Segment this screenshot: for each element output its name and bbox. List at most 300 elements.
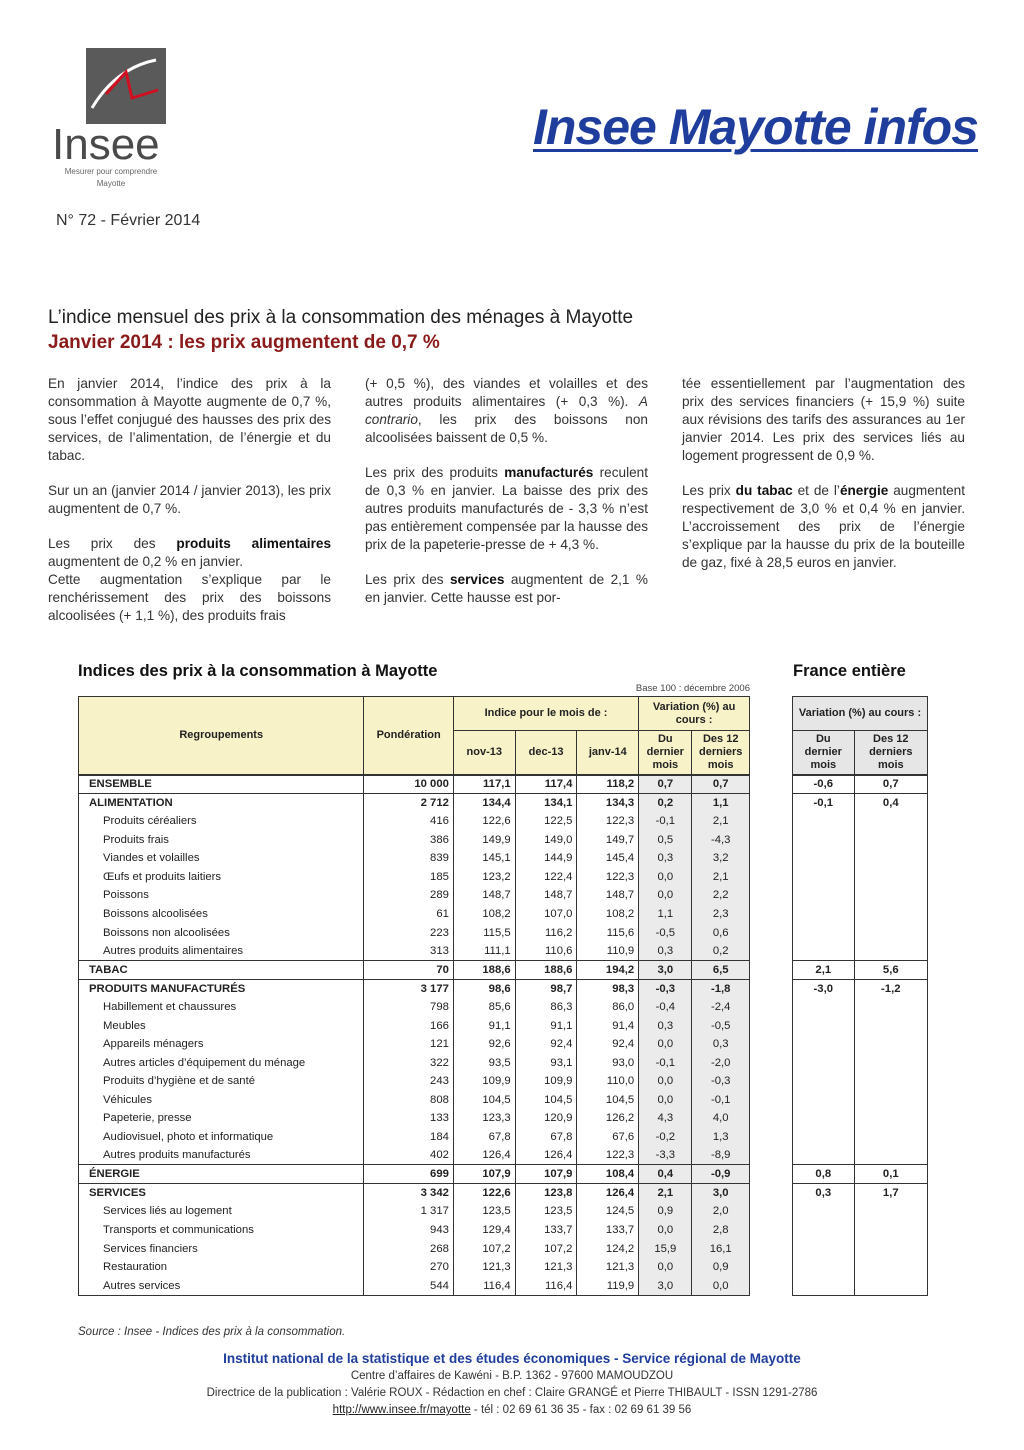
source-note: Source : Insee - Indices des prix à la consommation. bbox=[78, 1326, 346, 1338]
variation-year-cell: -0,1 bbox=[692, 1091, 750, 1110]
variation-year-cell: 2,0 bbox=[692, 1202, 750, 1221]
fr-table-row bbox=[793, 849, 928, 868]
variation-month-cell: -0,4 bbox=[639, 998, 692, 1017]
fr-variation-year-cell bbox=[854, 1053, 927, 1072]
fr-variation-year-cell: -1,2 bbox=[854, 979, 927, 998]
row-label: Œufs et produits laitiers bbox=[79, 867, 364, 886]
header-indice: Indice pour le mois de : bbox=[453, 697, 638, 731]
variation-year-cell: 6,5 bbox=[692, 960, 750, 979]
variation-month-cell: 0,0 bbox=[639, 1072, 692, 1091]
variation-year-cell: 0,2 bbox=[692, 942, 750, 961]
variation-month-cell: -3,3 bbox=[639, 1146, 692, 1165]
fr-variation-month-cell bbox=[793, 1016, 855, 1035]
fr-variation-year-cell bbox=[854, 1091, 927, 1110]
table-row bbox=[79, 867, 750, 886]
table-row bbox=[79, 1053, 750, 1072]
text: Les prix des produits bbox=[365, 465, 505, 480]
column-1 bbox=[48, 375, 331, 635]
table-row bbox=[79, 1072, 750, 1091]
paragraph bbox=[365, 464, 648, 554]
variation-month-cell: 0,2 bbox=[639, 793, 692, 812]
index-dec-cell: 121,3 bbox=[515, 1258, 577, 1277]
fr-variation-month-cell bbox=[793, 1277, 855, 1296]
index-nov-cell: 123,2 bbox=[453, 867, 515, 886]
index-nov-cell: 116,4 bbox=[453, 1277, 515, 1296]
text: , les prix des boissons non alcoolisées baissent de 0,5 %. bbox=[365, 412, 648, 445]
index-nov-cell: 145,1 bbox=[453, 849, 515, 868]
weight-cell: 808 bbox=[364, 1091, 453, 1110]
weight-cell: 270 bbox=[364, 1258, 453, 1277]
logo-wordmark: Insee bbox=[52, 120, 160, 169]
emphasis: services bbox=[449, 572, 505, 587]
fr-variation-year-cell bbox=[854, 942, 927, 961]
mayotte-price-table bbox=[78, 696, 750, 1296]
weight-cell: 133 bbox=[364, 1109, 453, 1128]
table-title: Indices des prix à la consommation à Mayotte bbox=[78, 662, 438, 680]
variation-year-cell: 0,7 bbox=[692, 775, 750, 794]
publication-title: Insee Mayotte infos bbox=[533, 99, 978, 155]
index-janv-cell: 133,7 bbox=[577, 1221, 639, 1240]
fr-variation-year-cell bbox=[854, 1202, 927, 1221]
paragraph: tée essentiellement par l’augmentation des prix des services financiers (+ 15,9 %) suite aux révisions des tarifs des assurances au 1er janvier 2014. Les prix des services liés au logement progressent de 0,9 %. bbox=[682, 376, 965, 463]
fr-table-row bbox=[793, 1091, 928, 1110]
table-row bbox=[79, 849, 750, 868]
fr-variation-month-cell bbox=[793, 886, 855, 905]
fr-variation-month-cell bbox=[793, 1053, 855, 1072]
fr-table-row bbox=[793, 775, 928, 794]
website-link[interactable]: http://www.insee.fr/mayotte bbox=[332, 1404, 471, 1416]
fr-variation-year-cell bbox=[854, 849, 927, 868]
fr-table-row bbox=[793, 1053, 928, 1072]
logo-tagline: Mesurer pour comprendre bbox=[64, 167, 158, 176]
text: Les prix des bbox=[48, 536, 177, 551]
index-dec-cell: 109,9 bbox=[515, 1072, 577, 1091]
index-dec-cell: 134,1 bbox=[515, 793, 577, 812]
index-janv-cell: 149,7 bbox=[577, 830, 639, 849]
row-label: Autres articles d’équipement du ménage bbox=[79, 1053, 364, 1072]
variation-month-cell: 0,5 bbox=[639, 830, 692, 849]
index-dec-cell: 123,8 bbox=[515, 1184, 577, 1203]
emphasis: produits alimentaires bbox=[176, 536, 331, 551]
paragraph: Cette augmentation s’explique par le renchérissement des prix des boissons alcoolisées (+ 1,1 %), des produits frais bbox=[48, 572, 331, 623]
fr-table-row bbox=[793, 1239, 928, 1258]
index-nov-cell: 123,3 bbox=[453, 1109, 515, 1128]
variation-month-cell: 0,7 bbox=[639, 775, 692, 794]
issue-number: N° 72 - Février 2014 bbox=[56, 212, 201, 229]
table-row bbox=[79, 979, 750, 998]
variation-year-cell: -2,0 bbox=[692, 1053, 750, 1072]
table-row bbox=[79, 1221, 750, 1240]
variation-month-cell: 3,0 bbox=[639, 960, 692, 979]
weight-cell: 416 bbox=[364, 812, 453, 831]
footer-contact bbox=[0, 1402, 1024, 1419]
fr-variation-year-cell bbox=[854, 1277, 927, 1296]
row-label: Meubles bbox=[79, 1016, 364, 1035]
emphasis: du tabac bbox=[735, 483, 793, 498]
fr-variation-month-cell: 0,3 bbox=[793, 1184, 855, 1203]
index-dec-cell: 98,7 bbox=[515, 979, 577, 998]
row-label: Autres produits manufacturés bbox=[79, 1146, 364, 1165]
variation-year-cell: -4,3 bbox=[692, 830, 750, 849]
index-dec-cell: 110,6 bbox=[515, 942, 577, 961]
index-janv-cell: 110,0 bbox=[577, 1072, 639, 1091]
variation-year-cell: 2,1 bbox=[692, 812, 750, 831]
index-dec-cell: 107,9 bbox=[515, 1165, 577, 1184]
weight-cell: 61 bbox=[364, 905, 453, 924]
fr-variation-month-cell bbox=[793, 1091, 855, 1110]
variation-month-cell: 0,4 bbox=[639, 1165, 692, 1184]
variation-year-cell: 0,6 bbox=[692, 923, 750, 942]
index-dec-cell: 92,4 bbox=[515, 1035, 577, 1054]
logo-region: Mayotte bbox=[96, 179, 126, 188]
fr-variation-month-cell bbox=[793, 849, 855, 868]
variation-month-cell: -0,2 bbox=[639, 1128, 692, 1147]
weight-cell: 223 bbox=[364, 923, 453, 942]
table-row bbox=[79, 812, 750, 831]
variation-month-cell: 3,0 bbox=[639, 1277, 692, 1296]
row-label: Audiovisuel, photo et informatique bbox=[79, 1128, 364, 1147]
index-janv-cell: 126,4 bbox=[577, 1184, 639, 1203]
index-dec-cell: 188,6 bbox=[515, 960, 577, 979]
footer-address: Centre d’affaires de Kawéni - B.P. 1362 - 97600 MAMOUDZOU bbox=[350, 1370, 674, 1382]
footer-institution: Institut national de la statistique et des études économiques - Service régional de Mayotte bbox=[223, 1351, 801, 1366]
variation-month-cell: 0,0 bbox=[639, 886, 692, 905]
variation-month-cell: 2,1 bbox=[639, 1184, 692, 1203]
fr-variation-year-cell bbox=[854, 1128, 927, 1147]
index-nov-cell: 92,6 bbox=[453, 1035, 515, 1054]
text: reculent de 0,3 % en janvier. La baisse des prix des autres produits manufacturés de - 3,3 % n’est pas entièrement compensée par la hausse des prix de la papeterie-presse de + 4,3 %. bbox=[365, 465, 648, 552]
index-nov-cell: 93,5 bbox=[453, 1053, 515, 1072]
weight-cell: 798 bbox=[364, 998, 453, 1017]
footer-credits: Directrice de la publication : Valérie ROUX - Rédaction en chef : Claire GRANGÉ et Pierre THIBAULT - ISSN 1291-2786 bbox=[206, 1387, 818, 1399]
fr-table-row bbox=[793, 1072, 928, 1091]
table-row bbox=[79, 1165, 750, 1184]
fr-variation-month-cell: 2,1 bbox=[793, 960, 855, 979]
header-variation: Variation (%) au cours : bbox=[639, 697, 750, 731]
index-janv-cell: 122,3 bbox=[577, 1146, 639, 1165]
index-dec-cell: 107,2 bbox=[515, 1239, 577, 1258]
variation-month-cell: 0,0 bbox=[639, 1258, 692, 1277]
index-janv-cell: 110,9 bbox=[577, 942, 639, 961]
index-janv-cell: 67,6 bbox=[577, 1128, 639, 1147]
fr-variation-month-cell bbox=[793, 1202, 855, 1221]
index-nov-cell: 117,1 bbox=[453, 775, 515, 794]
fr-variation-year-cell: 0,7 bbox=[854, 775, 927, 794]
index-nov-cell: 107,9 bbox=[453, 1165, 515, 1184]
fr-variation-month-cell: -3,0 bbox=[793, 979, 855, 998]
weight-cell: 10 000 bbox=[364, 775, 453, 794]
fr-variation-year-cell bbox=[854, 923, 927, 942]
variation-year-cell: 2,1 bbox=[692, 867, 750, 886]
fr-variation-month-cell bbox=[793, 1072, 855, 1091]
index-nov-cell: 111,1 bbox=[453, 942, 515, 961]
fr-table-row bbox=[793, 960, 928, 979]
fr-variation-year-cell bbox=[854, 905, 927, 924]
text: Les prix des bbox=[365, 572, 450, 587]
index-janv-cell: 108,4 bbox=[577, 1165, 639, 1184]
fr-variation-month-cell bbox=[793, 830, 855, 849]
weight-cell: 185 bbox=[364, 867, 453, 886]
table-row bbox=[79, 998, 750, 1017]
row-label: Produits frais bbox=[79, 830, 364, 849]
paragraph bbox=[682, 482, 965, 572]
insee-logo bbox=[52, 48, 172, 198]
variation-year-cell: 3,0 bbox=[692, 1184, 750, 1203]
variation-year-cell: 2,8 bbox=[692, 1221, 750, 1240]
index-janv-cell: 115,6 bbox=[577, 923, 639, 942]
header-janv: janv-14 bbox=[577, 731, 639, 775]
article-kicker: L’indice mensuel des prix à la consommation des ménages à Mayotte bbox=[48, 307, 634, 328]
index-nov-cell: 115,5 bbox=[453, 923, 515, 942]
weight-cell: 121 bbox=[364, 1035, 453, 1054]
emphasis: A contrario bbox=[365, 394, 648, 427]
index-nov-cell: 188,6 bbox=[453, 960, 515, 979]
emphasis: manufacturés bbox=[504, 465, 594, 480]
paragraph bbox=[48, 535, 331, 571]
fr-variation-year-cell bbox=[854, 812, 927, 831]
fr-variation-month-cell bbox=[793, 1221, 855, 1240]
index-dec-cell: 117,4 bbox=[515, 775, 577, 794]
table-row bbox=[79, 960, 750, 979]
fr-table-row bbox=[793, 1258, 928, 1277]
row-label: ÉNERGIE bbox=[79, 1165, 364, 1184]
index-nov-cell: 107,2 bbox=[453, 1239, 515, 1258]
fr-variation-month-cell bbox=[793, 1128, 855, 1147]
index-dec-cell: 93,1 bbox=[515, 1053, 577, 1072]
table-row bbox=[79, 1184, 750, 1203]
fr-variation-month-cell bbox=[793, 923, 855, 942]
table-row bbox=[79, 1109, 750, 1128]
table-row bbox=[79, 1146, 750, 1165]
row-label: TABAC bbox=[79, 960, 364, 979]
table-row bbox=[79, 775, 750, 794]
table-row bbox=[79, 1239, 750, 1258]
weight-cell: 386 bbox=[364, 830, 453, 849]
fr-variation-month-cell: -0,6 bbox=[793, 775, 855, 794]
variation-year-cell: 1,3 bbox=[692, 1128, 750, 1147]
variation-month-cell: 0,0 bbox=[639, 867, 692, 886]
row-label: Transports et communications bbox=[79, 1221, 364, 1240]
fr-variation-month-cell bbox=[793, 1035, 855, 1054]
paragraph bbox=[365, 375, 648, 447]
fr-table-row bbox=[793, 1184, 928, 1203]
text: Les prix bbox=[682, 483, 736, 498]
fr-variation-month-cell bbox=[793, 1239, 855, 1258]
variation-month-cell: 1,1 bbox=[639, 905, 692, 924]
row-label: Boissons non alcoolisées bbox=[79, 923, 364, 942]
text: augmentent de 2,1 % en janvier. Cette hausse est por- bbox=[365, 572, 648, 605]
index-janv-cell: 98,3 bbox=[577, 979, 639, 998]
fr-variation-month-cell: -0,1 bbox=[793, 793, 855, 812]
index-janv-cell: 93,0 bbox=[577, 1053, 639, 1072]
weight-cell: 70 bbox=[364, 960, 453, 979]
index-dec-cell: 104,5 bbox=[515, 1091, 577, 1110]
fr-table-row bbox=[793, 1109, 928, 1128]
table-row bbox=[79, 1277, 750, 1296]
variation-year-cell: -1,8 bbox=[692, 979, 750, 998]
weight-cell: 322 bbox=[364, 1053, 453, 1072]
variation-year-cell: -2,4 bbox=[692, 998, 750, 1017]
index-janv-cell: 148,7 bbox=[577, 886, 639, 905]
table-row bbox=[79, 1016, 750, 1035]
index-dec-cell: 133,7 bbox=[515, 1221, 577, 1240]
index-dec-cell: 116,2 bbox=[515, 923, 577, 942]
index-dec-cell: 126,4 bbox=[515, 1146, 577, 1165]
fr-variation-year-cell: 0,4 bbox=[854, 793, 927, 812]
variation-year-cell: 2,3 bbox=[692, 905, 750, 924]
fr-variation-year-cell: 1,7 bbox=[854, 1184, 927, 1203]
index-nov-cell: 67,8 bbox=[453, 1128, 515, 1147]
fr-variation-year-cell bbox=[854, 830, 927, 849]
header-dec: dec-13 bbox=[515, 731, 577, 775]
fr-variation-year-cell bbox=[854, 998, 927, 1017]
row-label: Produits d’hygiène et de santé bbox=[79, 1072, 364, 1091]
fr-variation-month-cell bbox=[793, 1146, 855, 1165]
index-janv-cell: 194,2 bbox=[577, 960, 639, 979]
index-janv-cell: 119,9 bbox=[577, 1277, 639, 1296]
variation-year-cell: 4,0 bbox=[692, 1109, 750, 1128]
fr-variation-year-cell bbox=[854, 1035, 927, 1054]
fr-variation-year-cell bbox=[854, 1109, 927, 1128]
header-des-12-mois: Des 12 derniers mois bbox=[692, 731, 750, 775]
variation-year-cell: 1,1 bbox=[692, 793, 750, 812]
header-ponderation: Pondération bbox=[364, 697, 453, 775]
fr-table-row bbox=[793, 793, 928, 812]
emphasis: énergie bbox=[839, 483, 889, 498]
france-table bbox=[792, 696, 928, 1296]
fr-header-variation: Variation (%) au cours : bbox=[793, 697, 928, 731]
fr-table-row bbox=[793, 1128, 928, 1147]
fr-variation-month-cell bbox=[793, 1109, 855, 1128]
fr-table-row bbox=[793, 1146, 928, 1165]
index-dec-cell: 116,4 bbox=[515, 1277, 577, 1296]
fr-variation-year-cell bbox=[854, 1016, 927, 1035]
fr-variation-month-cell bbox=[793, 942, 855, 961]
row-label: Autres produits alimentaires bbox=[79, 942, 364, 961]
variation-month-cell: 4,3 bbox=[639, 1109, 692, 1128]
weight-cell: 1 317 bbox=[364, 1202, 453, 1221]
fr-table-row bbox=[793, 886, 928, 905]
table-row bbox=[79, 830, 750, 849]
index-janv-cell: 145,4 bbox=[577, 849, 639, 868]
index-nov-cell: 122,6 bbox=[453, 812, 515, 831]
row-label: ENSEMBLE bbox=[79, 775, 364, 794]
variation-month-cell: 0,3 bbox=[639, 1016, 692, 1035]
index-dec-cell: 107,0 bbox=[515, 905, 577, 924]
table-row bbox=[79, 923, 750, 942]
fr-variation-year-cell bbox=[854, 1239, 927, 1258]
table-row bbox=[79, 905, 750, 924]
fr-table-row bbox=[793, 905, 928, 924]
fr-table-body bbox=[793, 775, 928, 1296]
index-nov-cell: 122,6 bbox=[453, 1184, 515, 1203]
variation-month-cell: -0,5 bbox=[639, 923, 692, 942]
france-table-title: France entière bbox=[793, 662, 906, 680]
index-nov-cell: 85,6 bbox=[453, 998, 515, 1017]
fr-variation-month-cell bbox=[793, 1258, 855, 1277]
index-janv-cell: 124,5 bbox=[577, 1202, 639, 1221]
index-dec-cell: 123,5 bbox=[515, 1202, 577, 1221]
index-janv-cell: 86,0 bbox=[577, 998, 639, 1017]
table-row bbox=[79, 942, 750, 961]
variation-month-cell: 0,0 bbox=[639, 1221, 692, 1240]
weight-cell: 699 bbox=[364, 1165, 453, 1184]
fr-variation-year-cell bbox=[854, 1072, 927, 1091]
fr-variation-year-cell bbox=[854, 886, 927, 905]
fr-table-row bbox=[793, 1016, 928, 1035]
index-nov-cell: 98,6 bbox=[453, 979, 515, 998]
fr-variation-year-cell: 0,1 bbox=[854, 1165, 927, 1184]
article-headline: Janvier 2014 : les prix augmentent de 0,7 % bbox=[48, 332, 440, 353]
index-nov-cell: 126,4 bbox=[453, 1146, 515, 1165]
fr-variation-month-cell bbox=[793, 905, 855, 924]
index-dec-cell: 91,1 bbox=[515, 1016, 577, 1035]
index-janv-cell: 118,2 bbox=[577, 775, 639, 794]
variation-month-cell: 0,9 bbox=[639, 1202, 692, 1221]
variation-month-cell: 15,9 bbox=[639, 1239, 692, 1258]
fr-variation-year-cell: 5,6 bbox=[854, 960, 927, 979]
table-row bbox=[79, 1091, 750, 1110]
weight-cell: 243 bbox=[364, 1072, 453, 1091]
fr-table-row bbox=[793, 998, 928, 1017]
weight-cell: 289 bbox=[364, 886, 453, 905]
paragraph: En janvier 2014, l’indice des prix à la consommation à Mayotte augmente de 0,7 %, sous l’effet conjugué des hausses des prix des services, de l’alimentation, de l’énergie et du tabac. bbox=[48, 376, 331, 463]
index-nov-cell: 129,4 bbox=[453, 1221, 515, 1240]
weight-cell: 402 bbox=[364, 1146, 453, 1165]
row-label: Services financiers bbox=[79, 1239, 364, 1258]
fr-table-row bbox=[793, 942, 928, 961]
row-label: Poissons bbox=[79, 886, 364, 905]
fr-table-row bbox=[793, 867, 928, 886]
table-row bbox=[79, 793, 750, 812]
row-label: Autres services bbox=[79, 1277, 364, 1296]
table-body bbox=[79, 775, 750, 1296]
row-label: Appareils ménagers bbox=[79, 1035, 364, 1054]
variation-year-cell: -0,3 bbox=[692, 1072, 750, 1091]
weight-cell: 3 177 bbox=[364, 979, 453, 998]
table-row bbox=[79, 1128, 750, 1147]
fr-variation-month-cell bbox=[793, 867, 855, 886]
logo-subtitle bbox=[52, 166, 170, 190]
table-row bbox=[79, 1035, 750, 1054]
weight-cell: 3 342 bbox=[364, 1184, 453, 1203]
fr-variation-month-cell bbox=[793, 812, 855, 831]
base-note: Base 100 : décembre 2006 bbox=[635, 683, 750, 694]
header-nov: nov-13 bbox=[453, 731, 515, 775]
variation-month-cell: 0,0 bbox=[639, 1091, 692, 1110]
index-janv-cell: 124,2 bbox=[577, 1239, 639, 1258]
index-janv-cell: 126,2 bbox=[577, 1109, 639, 1128]
index-dec-cell: 86,3 bbox=[515, 998, 577, 1017]
index-nov-cell: 123,5 bbox=[453, 1202, 515, 1221]
fr-table-row bbox=[793, 1202, 928, 1221]
fr-header-des-12-mois: Des 12 derniers mois bbox=[854, 731, 927, 775]
index-nov-cell: 104,5 bbox=[453, 1091, 515, 1110]
variation-year-cell: 3,2 bbox=[692, 849, 750, 868]
weight-cell: 184 bbox=[364, 1128, 453, 1147]
fr-variation-year-cell bbox=[854, 867, 927, 886]
column-2 bbox=[365, 375, 648, 635]
variation-month-cell: 0,0 bbox=[639, 1035, 692, 1054]
index-nov-cell: 91,1 bbox=[453, 1016, 515, 1035]
variation-year-cell: -0,5 bbox=[692, 1016, 750, 1035]
weight-cell: 268 bbox=[364, 1239, 453, 1258]
fr-variation-month-cell: 0,8 bbox=[793, 1165, 855, 1184]
index-dec-cell: 122,4 bbox=[515, 867, 577, 886]
variation-month-cell: -0,3 bbox=[639, 979, 692, 998]
text: (+ 0,5 %), des viandes et volailles et des autres produits alimentaires (+ 0,3 %). bbox=[365, 376, 648, 409]
table-row bbox=[79, 886, 750, 905]
